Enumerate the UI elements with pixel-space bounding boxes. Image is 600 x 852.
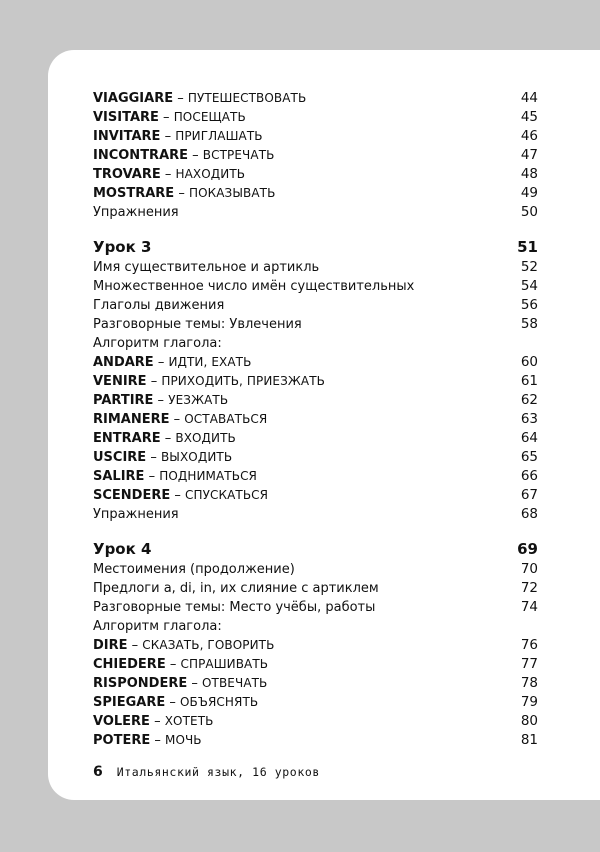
dash: – [158,110,174,125]
toc-entry [93,712,538,731]
page-ref: 65 [520,449,538,465]
toc-item [93,258,538,277]
item-label: Глаголы движения [93,298,225,313]
toc-item [93,277,538,296]
toc-entry [93,165,538,184]
page-ref: 50 [520,204,538,220]
translation: ИДТИ, ЕХАТЬ [168,355,252,369]
page-ref: 77 [520,656,538,672]
translation: НАХОДИТЬ [175,167,246,181]
algorithm-label-text: Алгоритм глагола: [93,619,222,634]
page-ref: 79 [520,694,538,710]
lesson-title: Урок 4 [93,540,152,558]
exercises-label: Упражнения [93,205,179,220]
verb: PARTIRE [93,393,154,408]
translation: МОЧЬ [164,733,202,747]
verb: MOSTRARE [93,186,175,201]
verb: RIMANERE [93,412,170,427]
dash: – [165,695,180,710]
translation: ОСТАВАТЬСЯ [184,412,268,426]
page-number: 6 [93,764,103,780]
page-ref: 64 [520,430,538,446]
page-ref: 52 [520,259,538,275]
table-of-contents [93,89,538,750]
item-label: Местоимения (продолжение) [93,562,295,577]
page-ref: 62 [520,392,538,408]
verb: VIAGGIARE [93,91,174,106]
verb: ENTRARE [93,431,161,446]
verb: RISPONDERE [93,676,188,691]
verb: POTERE [93,733,151,748]
toc-entry [93,655,538,674]
dash: – [127,638,143,653]
lesson-4 [93,538,538,750]
page-ref: 58 [520,316,538,332]
page-ref: 46 [520,128,538,144]
verb: CHIEDERE [93,657,166,672]
toc-entry [93,127,538,146]
toc-entry [93,146,538,165]
translation: СКАЗАТЬ, ГОВОРИТЬ [142,638,275,652]
toc-entry [93,693,538,712]
dash: – [144,469,160,484]
toc-exercises [93,203,538,222]
dash: – [149,714,165,729]
page-footer [93,764,320,780]
translation: СПУСКАТЬСЯ [185,488,269,502]
translation: ПОСЕЩАТЬ [173,110,246,124]
toc-entry [93,391,538,410]
exercises-label: Упражнения [93,507,179,522]
translation: ВЫХОДИТЬ [160,450,233,464]
page-ref: 68 [520,506,538,522]
item-label: Предлоги a, di, in, их слияние с артиклем [93,581,379,596]
page-ref: 61 [520,373,538,389]
page-ref: 81 [520,732,538,748]
dash: – [165,657,181,672]
toc-entry [93,108,538,127]
translation: ВХОДИТЬ [175,431,236,445]
lesson-heading [93,538,538,560]
toc-entry [93,467,538,486]
item-label: Имя существительное и артикль [93,260,320,275]
page-ref: 48 [520,166,538,182]
page-ref: 72 [520,580,538,596]
verb: SPIEGARE [93,695,166,710]
dash: – [173,91,188,106]
toc-item [93,315,538,334]
toc-entry [93,89,538,108]
item-label: Разговорные темы: Увлечения [93,317,302,332]
page-ref: 66 [520,468,538,484]
toc-entry [93,731,538,750]
verb: ANDARE [93,355,154,370]
verb: INCONTRARE [93,148,189,163]
verb: VISITARE [93,110,159,125]
page-ref: 44 [520,90,538,106]
section1-entries [93,89,538,222]
dash: – [146,374,162,389]
verb: VENIRE [93,374,147,389]
toc-item [93,560,538,579]
toc-entry [93,674,538,693]
lesson-heading [93,236,538,258]
translation: ПРИХОДИТЬ, ПРИЕЗЖАТЬ [161,374,325,388]
translation: ВСТРЕЧАТЬ [202,148,275,162]
verb: SALIRE [93,469,145,484]
toc-entry [93,372,538,391]
translation: ХОТЕТЬ [164,714,214,728]
toc-entry [93,636,538,655]
lesson-title: Урок 3 [93,238,152,256]
translation: ОБЪЯСНЯТЬ [180,695,259,709]
page-ref: 74 [520,599,538,615]
toc-item [93,579,538,598]
page-ref: 80 [520,713,538,729]
dash: – [153,393,169,408]
book-title: Итальянский язык, 16 уроков [116,765,320,779]
toc-entry [93,448,538,467]
translation: ПУТЕШЕСТВОВАТЬ [187,91,307,105]
dash: – [169,412,185,427]
page-ref: 60 [520,354,538,370]
toc-entry [93,486,538,505]
verb: USCIRE [93,450,147,465]
verb: INVITARE [93,129,161,144]
toc-entry [93,410,538,429]
item-label: Множественное число имён существительных [93,279,415,294]
dash: – [170,488,185,503]
dash: – [188,148,203,163]
verb: SCENDERE [93,488,171,503]
page-ref: 69 [517,540,538,558]
page-ref: 47 [520,147,538,163]
item-label: Разговорные темы: Место учёбы, работы [93,600,376,615]
page-ref: 54 [520,278,538,294]
page-ref: 51 [517,238,538,256]
dash: – [150,733,165,748]
translation: ПРИГЛАШАТЬ [175,129,263,143]
lesson-3 [93,236,538,524]
page-ref: 63 [520,411,538,427]
page-ref: 49 [520,185,538,201]
translation: ОТВЕЧАТЬ [202,676,268,690]
translation: ПОКАЗЫВАТЬ [188,186,276,200]
toc-item [93,296,538,315]
dash: – [160,431,176,446]
toc-item [93,598,538,617]
toc-entry [93,353,538,372]
algorithm-label [93,617,538,636]
translation: ПОДНИМАТЬСЯ [159,469,257,483]
dash: – [187,676,202,691]
verb: DIRE [93,638,128,653]
dash: – [174,186,189,201]
page-ref: 56 [520,297,538,313]
dash: – [146,450,161,465]
dash: – [153,355,169,370]
translation: СПРАШИВАТЬ [180,657,269,671]
toc-entry [93,429,538,448]
page-ref: 45 [520,109,538,125]
page-ref: 70 [520,561,538,577]
toc-exercises [93,505,538,524]
page-ref: 78 [520,675,538,691]
verb: VOLERE [93,714,150,729]
dash: – [160,167,176,182]
dash: – [160,129,176,144]
page-ref: 76 [520,637,538,653]
page-ref: 67 [520,487,538,503]
toc-entry [93,184,538,203]
translation: УЕЗЖАТЬ [168,393,229,407]
verb: TROVARE [93,167,161,182]
algorithm-label-text: Алгоритм глагола: [93,336,222,351]
algorithm-label [93,334,538,353]
